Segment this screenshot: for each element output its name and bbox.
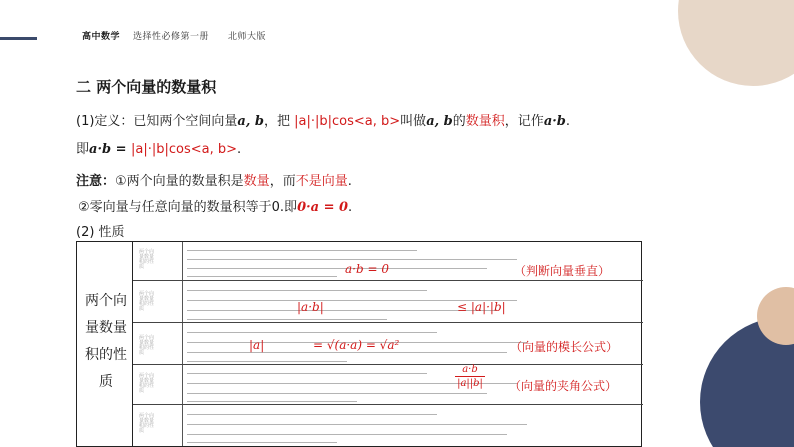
note-item2-end: .: [348, 200, 353, 215]
note-item1-red2: 不是向量: [295, 174, 348, 189]
definition-tail: ，记作: [504, 114, 544, 129]
definition-end: .: [565, 114, 570, 129]
definition-mid: ，把: [264, 114, 291, 129]
definition-notation: a·b: [543, 114, 566, 129]
definition-term: 数量积: [465, 114, 505, 129]
definition-formula: |a|·|b|cos<a, b>: [294, 114, 401, 129]
definition-after-formula: 叫做: [400, 114, 427, 129]
row4-fraction: [455, 364, 485, 389]
properties-table: [76, 241, 642, 447]
note-item1-prefix: ①两个向量的数量积是: [115, 174, 244, 189]
definition-line: [76, 110, 570, 129]
row3-note: （向量的模长公式）: [510, 340, 619, 354]
note-item1-red1: 数量: [243, 174, 270, 189]
row4-frac-num: a·b: [462, 364, 478, 375]
def2-prefix: 即: [76, 142, 90, 157]
note-item2-prefix: ②零向量与任意向量的数量积等于0.即: [78, 200, 298, 215]
note-item1-end: .: [347, 174, 352, 189]
row1-note: （判断向量垂直）: [514, 264, 611, 278]
section-heading: 二 两个向量的数量积: [76, 78, 217, 96]
definition-prefix: (1)定义：已知两个空间向量: [76, 114, 238, 129]
row4-frac-den: |a||b|: [457, 378, 483, 389]
properties-heading: (2) 性质: [76, 225, 125, 240]
definition-vectors-2: a, b: [426, 114, 453, 129]
def2-end: .: [237, 142, 242, 157]
table-blurred-column: 两个向 量数量 积的性 质 两个向 量数量 积的性 质 两个向 量数量 积的性 质 两个向 量数量 积的性 质 两个向 量数量 积的性 质: [133, 242, 183, 446]
table-left-column: [77, 242, 133, 446]
row4-note: （向量的夹角公式）: [509, 379, 618, 393]
definition-line-2: [76, 138, 241, 157]
row3-formula-right: = √(a·a) = √a²: [313, 338, 400, 352]
table-row-divider: [133, 280, 643, 281]
table-row-divider: [133, 364, 643, 365]
note-line-1: [76, 170, 352, 189]
table-row-divider: [133, 404, 643, 405]
table-row-divider: [133, 322, 643, 323]
note-label: 注意：: [76, 174, 116, 189]
row4-frac-bar: [455, 376, 485, 377]
header-publisher: 北师大版: [228, 32, 267, 42]
def2-rhs: |a|·|b|cos<a, b>: [131, 142, 238, 157]
note-line-2: [78, 196, 352, 215]
header-subject: 选择性必修第一册: [133, 32, 210, 42]
table-left-label: 两个向量数量积的性质: [85, 293, 127, 390]
note-item2-formula: 0·a = 0: [297, 200, 349, 215]
header-title: 高中数学: [82, 32, 121, 42]
definition-de: 的: [452, 114, 466, 129]
decorative-circle-tan: [678, 0, 794, 86]
row2-formula: |a·b|: [297, 300, 324, 314]
definition-vectors: a, b: [237, 114, 264, 129]
header-accent-line: [0, 37, 37, 40]
row3-formula: |a|: [249, 338, 265, 352]
row1-formula: a·b = 0: [345, 262, 389, 276]
note-item1-mid: ，而: [269, 174, 296, 189]
row2-formula-right: ≤ |a|·|b|: [457, 300, 506, 314]
def2-lhs: a·b =: [89, 142, 131, 157]
